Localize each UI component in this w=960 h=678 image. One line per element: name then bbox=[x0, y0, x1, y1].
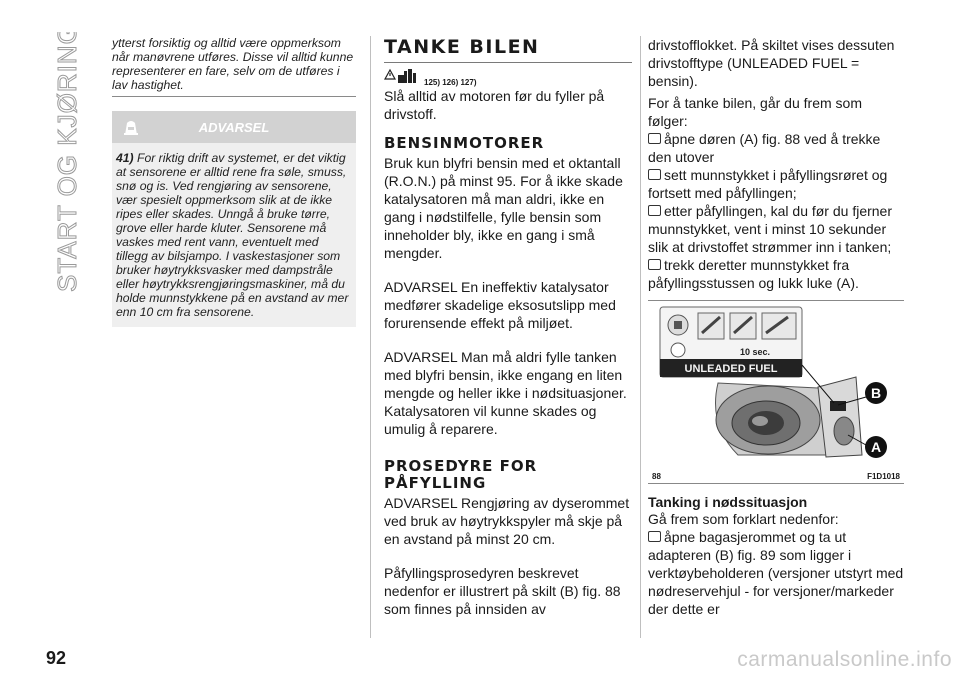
paragraph: ADVARSEL Rengjøring av dyserommet ved bruk av høytrykkspyler må skje på en avstand på minst 20 cm. bbox=[384, 495, 630, 547]
paragraph: Bruk kun blyfri bensin med et oktantall (R.O.N.) på minst 95. For å ikke skade katalysatoren må man aldri, ikke en gang i nødstilfelle, fylle bensin som inneholder bly, ikke en gang i små mengder. bbox=[384, 155, 623, 261]
paragraph: Gå frem som forklart nedenfor: bbox=[648, 511, 839, 527]
step-text: åpne døren (A) fig. 88 ved å trekke den utover bbox=[648, 131, 881, 165]
page-number: 92 bbox=[46, 648, 67, 668]
step-item bbox=[648, 528, 904, 618]
checkbox-bullet-icon bbox=[648, 259, 661, 270]
step-text: trekk deretter munnstykket fra påfyllingsstussen og lukk luke (A). bbox=[648, 257, 859, 291]
left-column bbox=[112, 36, 356, 327]
step-text: etter påfyllingen, kal du før du fjerner munnstykket, vent i minst 10 sekunder slik at drivstoffet strømmer inn i tanken; bbox=[648, 203, 893, 255]
step-item bbox=[648, 256, 904, 292]
label-a: A bbox=[870, 439, 882, 455]
timer-label: 10 sec. bbox=[740, 347, 771, 357]
heading-tanke-bilen: TANKE BILEN bbox=[384, 36, 632, 63]
step-text: åpne bagasjerommet og ta ut adapteren (B) fig. 89 som ligger i verktøybeholderen (versjoner utstyrt med nødreservehjul - for versjoner/markeder der dette er bbox=[648, 529, 904, 617]
step-item bbox=[648, 202, 904, 256]
warning-reference-icons bbox=[384, 67, 420, 87]
right-column bbox=[648, 36, 904, 618]
warning-references bbox=[384, 67, 632, 87]
column-divider bbox=[640, 36, 641, 638]
checkbox-bullet-icon bbox=[648, 205, 661, 216]
step-text: sett munnstykket i påfyllingsrøret og fortsett med påfyllingen; bbox=[648, 167, 888, 201]
fuel-door-illustration bbox=[648, 305, 904, 465]
figure-88 bbox=[648, 300, 904, 484]
paragraph: Slå alltid av motoren før du fyller på drivstoff. bbox=[384, 88, 605, 122]
intro-text: ytterst forsiktig og alltid være oppmerksom når manøvrene utføres. Disse vil alltid kunne representerer en fare, selv om de utføres i lav hastighet. bbox=[112, 36, 356, 97]
reference-numbers: 125) 126) 127) bbox=[424, 78, 477, 87]
paragraph: ADVARSEL Man må aldri fylle tanken med blyfri bensin, ikke engang en liten mengde og heller ikke i nødsituasjoner. Katalysatoren vil kunne skades og umulig å reparere. bbox=[384, 349, 627, 437]
middle-column bbox=[384, 36, 632, 618]
figure-number: 88 bbox=[652, 472, 661, 481]
column-divider bbox=[370, 36, 371, 638]
warning-text: For riktig drift av systemet, er det viktig at sensorene er alltid rene fra søle, smuss, snø og is. Ved rengjøring av sensorene, vær spesielt oppmerksom slik at de ikke ripes eller skades. Unngå å bruke tørre, grove eller harde kluter. Sensorene må vaskes med rent vann, eventuelt med tillegg av bilsjampo. I vaskestasjoner som bruker høytrykksvasker med dampstråle eller høytrykksrengjøringsmaskiner, må du holde munnstykkene på en avstand av mer enn 10 cm fra sensorene. bbox=[116, 151, 349, 319]
warning-number: 41) bbox=[116, 151, 134, 165]
heading-tanking-nodssituasjon: Tanking i nødssituasjon bbox=[648, 494, 808, 510]
paragraph: drivstofflokket. På skiltet vises dessuten drivstofftype (UNLEADED FUEL = bensin). bbox=[648, 37, 895, 89]
step-item bbox=[648, 166, 904, 202]
warning-header bbox=[112, 111, 356, 143]
figure-caption bbox=[652, 472, 900, 481]
sign-text: UNLEADED FUEL bbox=[684, 363, 778, 375]
checkbox-bullet-icon bbox=[648, 531, 661, 542]
heading-bensinmotorer: BENSINMOTORER bbox=[384, 134, 545, 152]
figure-code: F1D1018 bbox=[867, 472, 900, 481]
watermark: carmanualsonline.info bbox=[737, 648, 952, 671]
paragraph: ADVARSEL En ineffektiv katalysator medfører skadelige eksosutslipp med forurensende effekt på miljøet. bbox=[384, 279, 616, 331]
heading-prosedyre: PROSEDYRE FOR PÅFYLLING bbox=[384, 457, 538, 492]
warning-body bbox=[112, 143, 356, 327]
label-b: B bbox=[870, 385, 882, 401]
paragraph: Påfyllingsprosedyren beskrevet nedenfor er illustrert på skilt (B) fig. 88 som finnes på innsiden av bbox=[384, 565, 621, 617]
warning-label: ADVARSEL bbox=[198, 120, 270, 135]
section-title-text: START OG KJØRING bbox=[52, 32, 82, 292]
section-title bbox=[46, 32, 86, 292]
paragraph: For å tanke bilen, går du frem som følger: bbox=[648, 95, 862, 129]
checkbox-bullet-icon bbox=[648, 169, 661, 180]
checkbox-bullet-icon bbox=[648, 133, 661, 144]
step-item bbox=[648, 130, 904, 166]
